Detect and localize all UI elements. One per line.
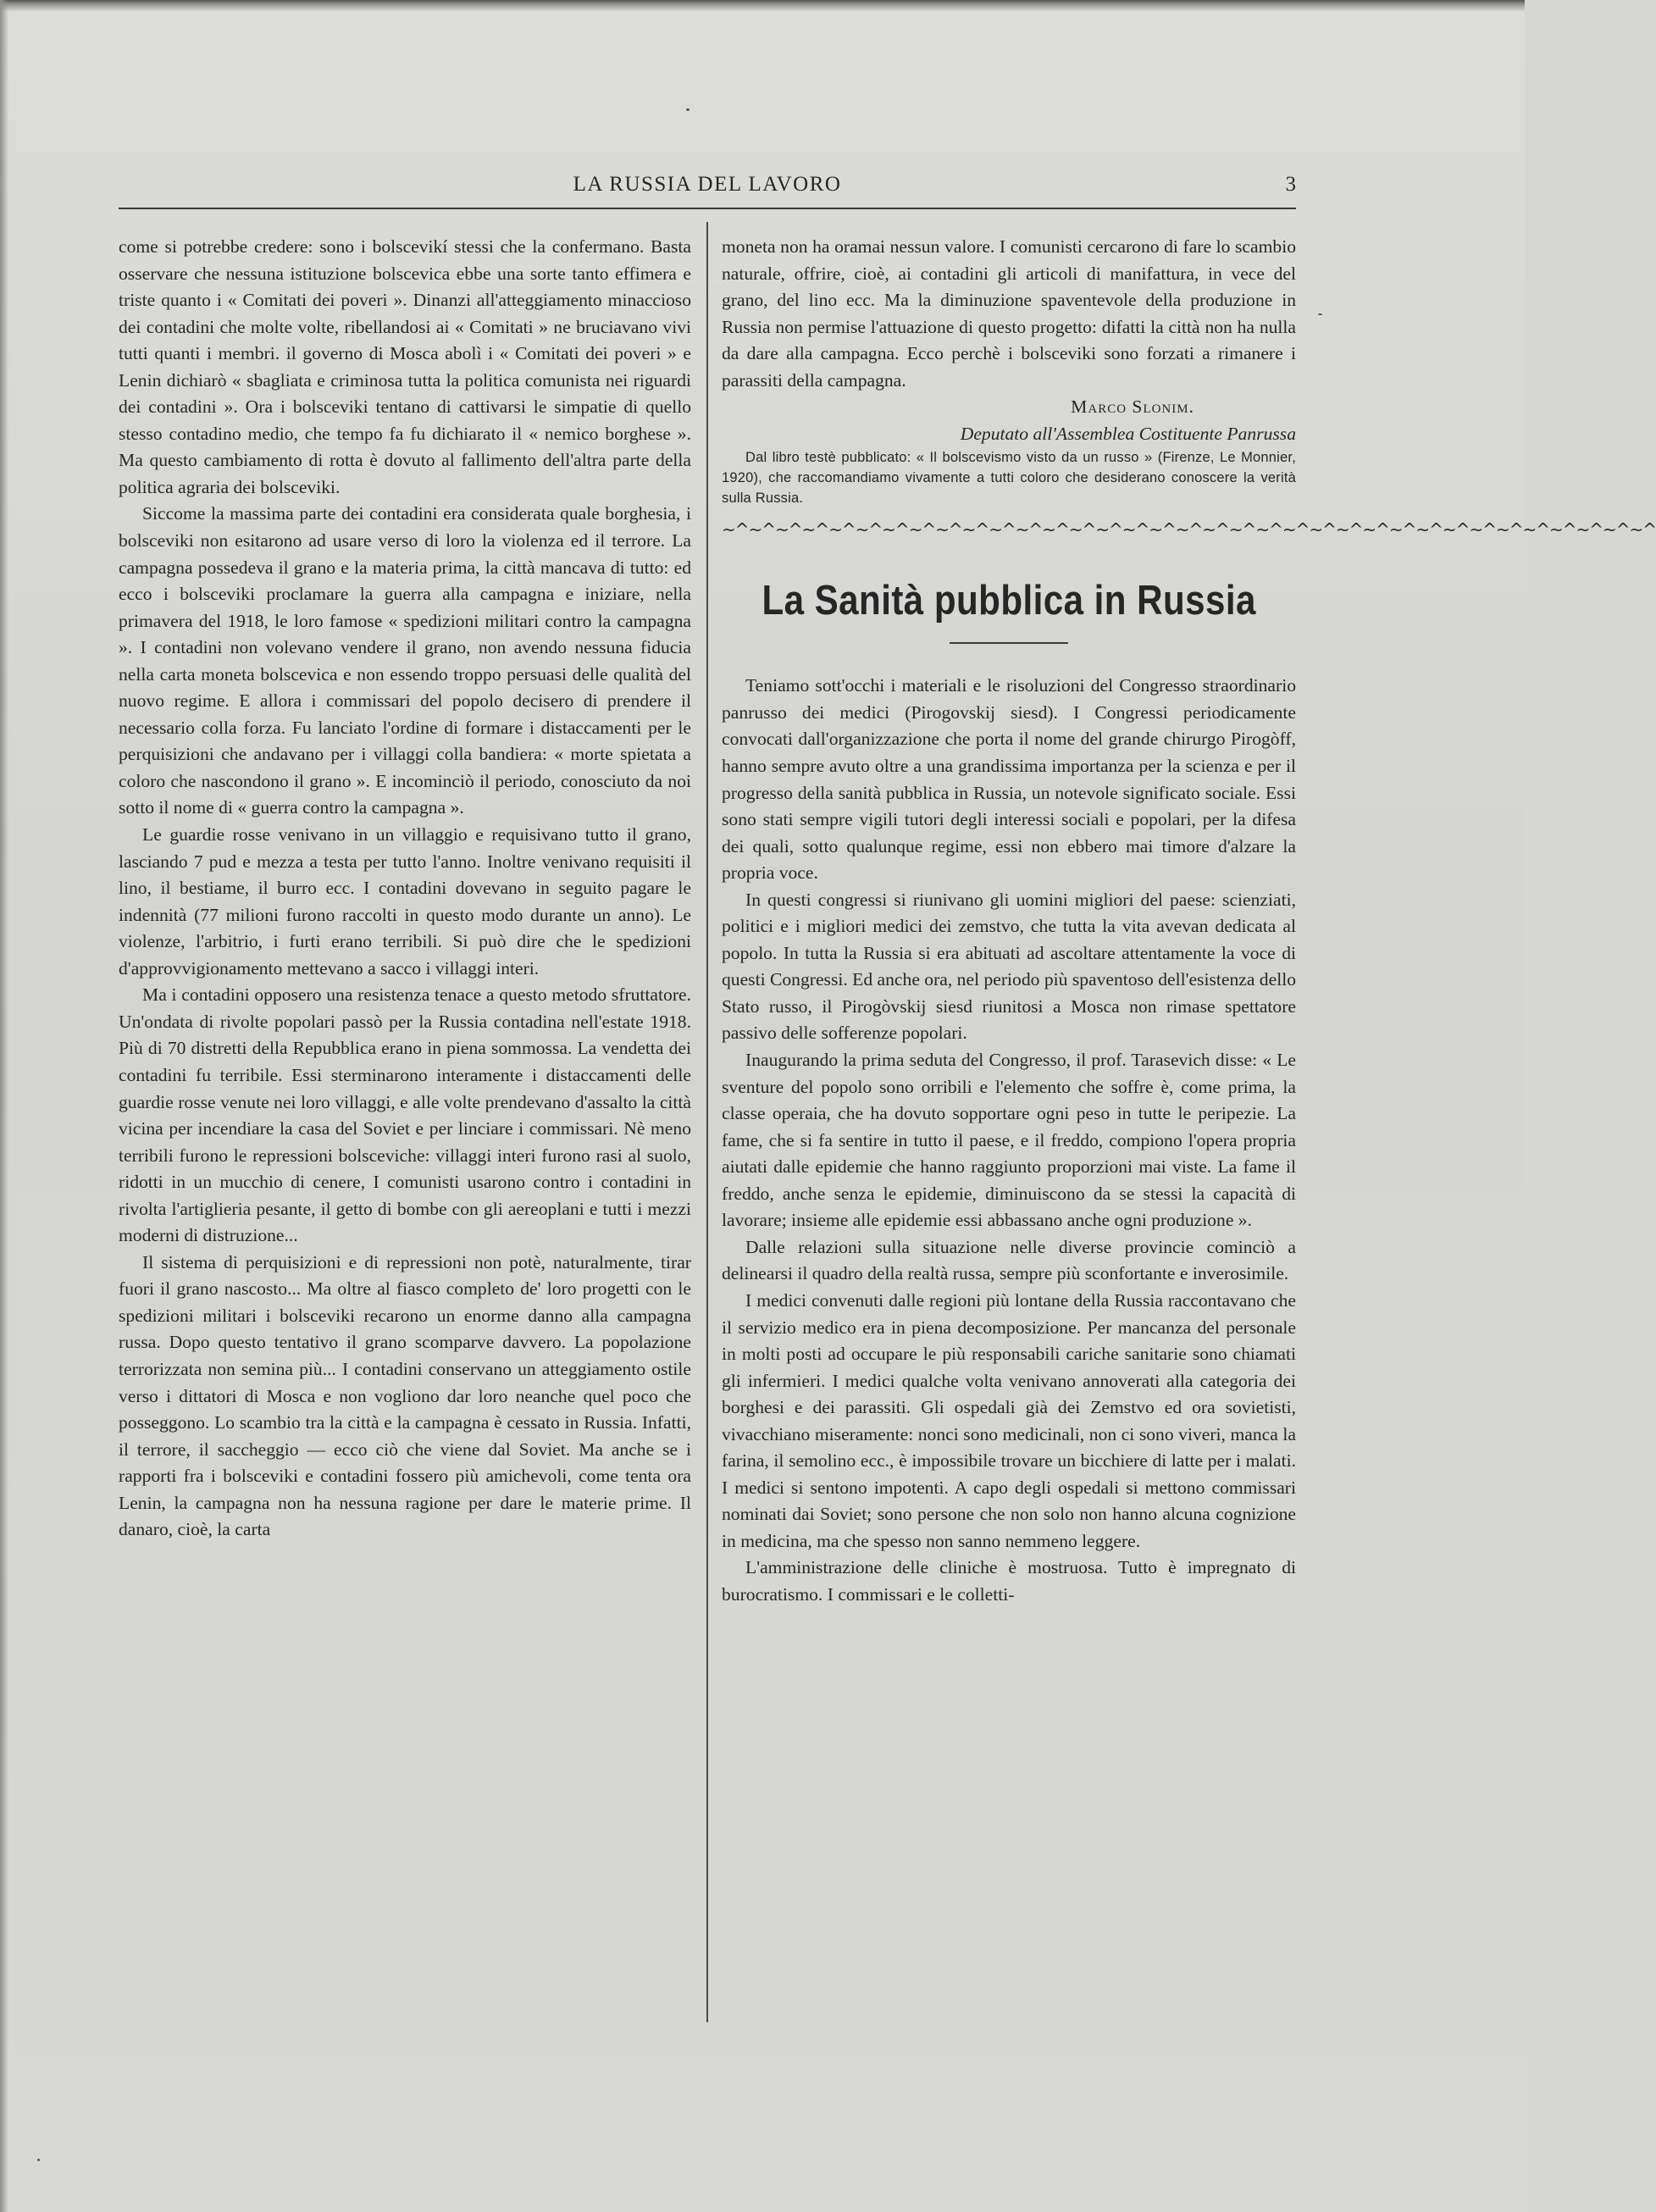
article-paragraph: In questi congressi si riunivano gli uomini migliori del paese: scienziati, politici e i migliori medici dei zemstvo, che tutta la vita avevan dedicata al popolo. In tutta la Russia si era abituati ad ascoltare attentamente la voce di questi Congressi. Ed anche ora, nel periodo più spaventoso dell'esistenza dello Stato russo, il Pirogòvskij siesd riunitosi a Mosca non rimase spettatore passivo delle sofferenze popolari. <box>722 889 1296 1044</box>
header-rule <box>119 208 1296 209</box>
article-paragraph: L'amministrazione delle cliniche è mostruosa. Tutto è impregnato di burocratismo. I commissari e le colletti- <box>722 1557 1296 1605</box>
left-paragraph: Le guardie rosse venivano in un villaggio e requisivano tutto il grano, lasciando 7 pud e mezza a testa per tutto l'anno. Inoltre venivano requisiti il lino, il bestiame, il burro ecc. I contadini dovevano in seguito pagare le indennità (77 milioni furono raccolti in questo modo durante un anno). Le violenze, l'arbitrio, i furti erano terribili. Si può dire che le spedizioni d'approvvigionamento mettevano a sacco i villaggi interi. <box>119 824 691 978</box>
source-note: Dal libro testè pubblicato: « Il bolscevismo visto da un russo » (Firenze, Le Monnier, 1920), che raccomandiamo vivamente a tutti coloro che desiderano conoscere la verità sulla Russia. <box>722 450 1296 507</box>
article-paragraph: I medici convenuti dalle regioni più lontane della Russia raccontavano che il servizio medico era in piena decomposizione. Per mancanza del personale in molti posti ad occupare le più responsabili cariche sanitarie sono chiamati gli infermieri. I medici qualche volta venivano annoverati alla categoria dei borghesi e dei parassiti. Gli ospedali già dei Zemstvo ed ora sovietisti, vivacchiano miseramente: nonci sono medicinali, non ci sono viveri, manca la farina, il semolino ecc., è impossibile trovare un bicchiere di latte per i malati. I medici si sentono impotenti. A capo degli ospedali si mettono commissari nominati dai Soviet; sono persone che non solo non hanno alcuna cognizione in medicina, ma che spesso non sanno nemmeno leggere. <box>722 1289 1296 1551</box>
continued-paragraph: moneta non ha oramai nessun valore. I comunisti cercarono di fare lo scambio naturale, offrire, cioè, ai contadini gli articoli di manifattura, in vece del grano, del lino ecc. Ma la diminuzione spaventevole della produzione in Russia non permise l'attuazione di questo progetto: difatti la città non ha nulla da dare alla campagna. Ecco perchè i bolsceviki sono forzati a rimanere i parassiti della campagna. <box>722 236 1296 391</box>
article-paragraph: Inaugurando la prima seduta del Congresso, il prof. Tarasevich disse: « Le sventure del popolo sono orribili e l'elemento che soffre è, come prima, la classe operaia, che ha dovuto sopportare ogni peso in tutte le peripezie. La fame, che si fa sentire in tutto il paese, e il freddo, compiono l'opera propria aiutati dalle epidemie che hanno raggiunto proporzioni mai viste. La fame il freddo, anche senza le epidemie, diminuiscono da se stessi la capacità di lavorare; insieme alle epidemie essi abbassano anche ogni produzione ». <box>722 1050 1296 1231</box>
left-paragraph: Siccome la massima parte dei contadini era considerata quale borghesia, i bolsceviki non esitarono ad usare verso di loro la violenza ed il terrore. La campagna possedeva il grano e la materia prima, la città mancava di tutto: ed ecco i bolsceviki proclamare la guerra alla campagna e iniziare, nella primavera del 1918, le loro famose « spedizioni militari contro la campagna ». I contadini non volevano vendere il grano, non avendo nessuna fiducia nella carta moneta bolscevica e non essendo troppo persuasi delle qualità del nuovo regime. E allora i commissari del popolo decisero di prendere il necessario colla forza. Fu lanciato l'ordine di formare i distaccamenti per le perquisizioni che andavano per i villaggi colla bandiera: « morte spietata a coloro che nascondono il grano ». E incominciò il periodo, conosciuto da noi sotto il nome di « guerra contro la campagna ». <box>119 503 691 818</box>
running-title: LA RUSSIA DEL LAVORO <box>573 173 842 196</box>
left-paragraph: Il sistema di perquisizioni e di repressioni non potè, naturalmente, tirar fuori il grano nascosto... Ma oltre al fiasco completo de' loro progetti con le spedizioni militari i bolsceviki recarono un enorme danno alla campagna russa. Dopo questo tentativo il grano scomparve davvero. La popolazione terrorizzata non semina più... I contadini conservano un atteggiamento ostile verso i dittatori di Mosca e non vogliono dar loro neanche quel poco che posseggono. Lo scambio tra la città e la campagna è cessato in Russia. Infatti, il terrore, il saccheggio — ecco ciò che viene dal Soviet. Ma anche se i rapporti fra i bolsceviki e contadini fossero più amichevoli, come tenta ora Lenin, la campagna non ha nessuna ragione per dare le materie prime. Il danaro, cioè, la carta <box>119 1251 691 1540</box>
title-rule <box>950 642 1068 644</box>
paper-speck <box>1318 313 1322 315</box>
author-signature: Marco Slonim. <box>1071 396 1194 418</box>
page-header <box>119 173 1296 210</box>
left-paragraph: come si potrebbe credere: sono i bolscevikí stessi che la confermano. Basta osservare che nessuna istituzione bolscevica ebbe una sorte tanto effimera e triste quanto i « Comitati dei poveri ». Dinanzi all'atteggiamento minaccioso dei contadini che molte volte, ribellandosi ai « Comitati » ne bruciavano vivi tutti quanti i membri. il governo di Mosca abolì i « Comitati dei poveri » e Lenin dichiarò « sbagliata e criminosa tutta la politica comunista nei riguardi dei contadini ». Ora i bolsceviki tentano di cattivarsi le simpatie di quello stesso contadino medio, che tempo fa fu dichiarato il « nemico borghese ». Ma questo cambiamento di rotta è dovuto al fallimento dell'altra parte della politica agraria dei bolsceviki. <box>119 236 691 497</box>
left-column <box>119 234 691 1544</box>
page-top-edge <box>0 0 1525 12</box>
right-column <box>722 234 1656 1609</box>
page-number: 3 <box>1285 173 1296 196</box>
author-role: Deputato all'Assemblea Costituente Panrussa <box>960 423 1296 444</box>
column-divider <box>706 222 708 2022</box>
ornamental-rule: ~^~^~^~^~^~^~^~^~^~^~^~^~^~^~^~^~^~^~^~^~^~^~^~^~^~^~^~^~^~^~^~^~^~^~^ <box>722 519 1656 541</box>
article-title: La Sanità pubblica in Russia <box>762 578 1256 624</box>
article-paragraph: Dalle relazioni sulla situazione nelle diverse provincie cominciò a delinearsi il quadro della realtà russa, sempre più sconfortante e inverosimile. <box>722 1236 1296 1284</box>
page-left-edge <box>0 0 8 2212</box>
left-paragraph: Ma i contadini opposero una resistenza tenace a questo metodo sfruttatore. Un'ondata di rivolte popolari passò per la Russia contadina nell'estate 1918. Più di 70 distretti della Repubblica erano in piena sommossa. La vendetta dei contadini fu terribile. Essi sterminarono interamente i distaccamenti delle guardie rosse venute nei loro villaggi, e alle volte prendevano d'assalto la città vicina per incendiare la casa del Soviet e per linciare i commissari. Nè meno terribili furono le repressioni bolsceviche: villaggi interi furono rasi al suolo, ridotti in un mucchio di cenere, I comunisti usarono contro i contadini in rivolta l'artiglieria pesante, il getto di bombe con gli aereoplani e tutti i mezzi moderni di distruzione... <box>119 984 691 1246</box>
article-paragraph: Teniamo sott'occhi i materiali e le risoluzioni del Congresso straordinario panrusso dei medici (Pirogovskij siesd). I Congressi periodicamente convocati dall'organizzazione che porta il nome del grande chirurgo Pirogòff, hanno sempre avuto oltre a una grandissima importanza per la scienza e per il progresso della sanità pubblica in Russia, un notevole significato sociale. Essi sono stati sempre vigili tutori degli interessi sociali e popolari, per la difesa dei quali, sotto qualunque regime, essi non ebbero mai timore d'alzare la propria voce. <box>722 675 1296 884</box>
paper-speck <box>686 108 690 111</box>
paper-speck <box>37 2159 40 2161</box>
